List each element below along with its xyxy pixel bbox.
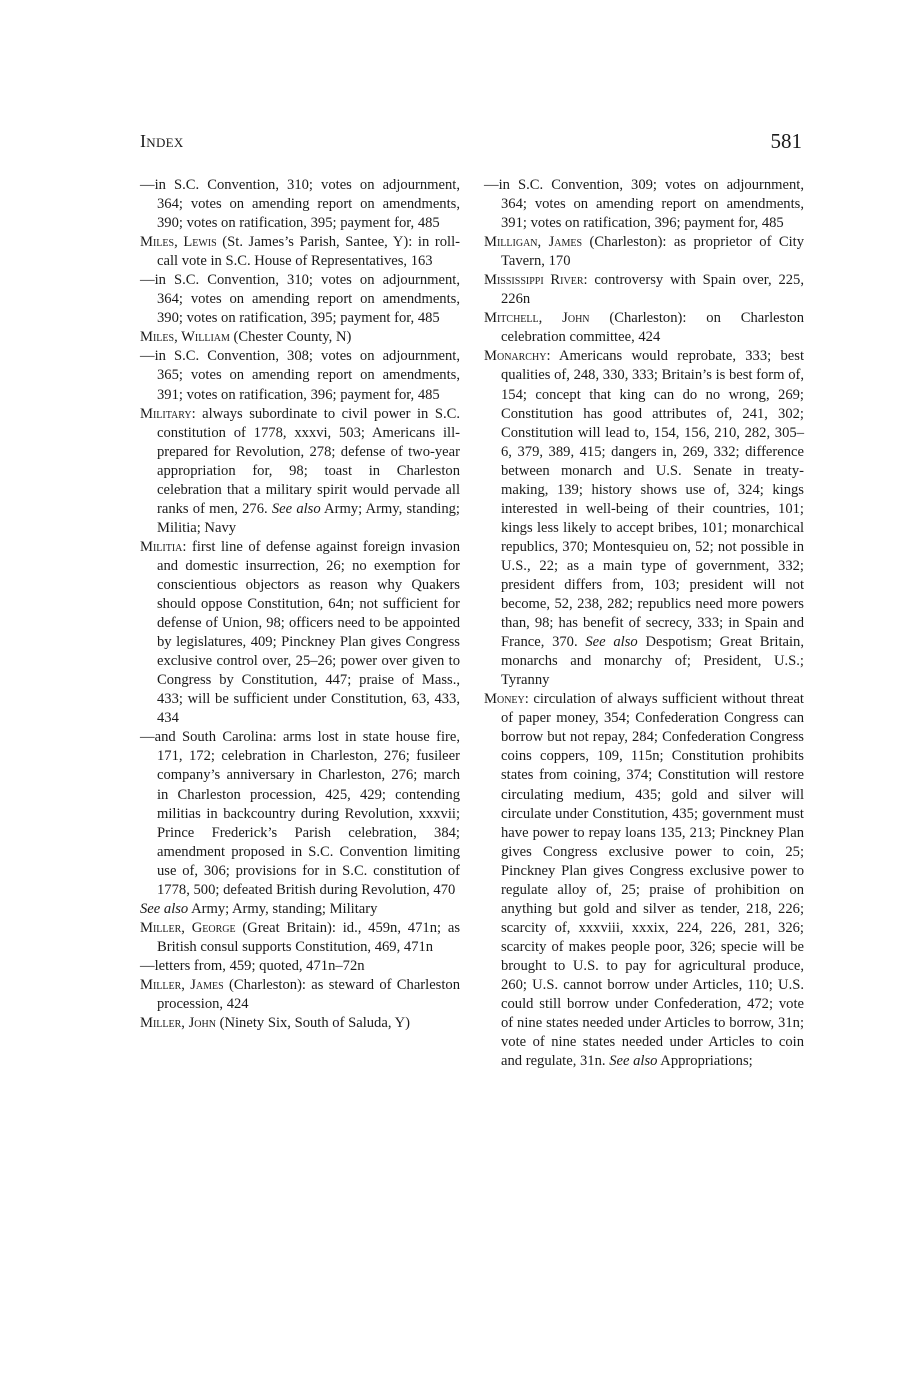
- index-entry: [140, 405, 460, 538]
- index-heading: Mitchell, John: [484, 310, 590, 327]
- index-entry-text: : circulation of always sufficient without threat of paper money, 354; Confederation Congress can borrow but not repay, 284; Confederation Congress coins coppers, 109, 115n; Constitution prohibits states from coining, 374; Constitution will restore circulating medium, 435; gold and silver will circulate under Constitution, 435; government must have power to repay loans 135, 213; Pinckney Plan gives Congress exclusive power to coin, 25; Pinckney Plan gives Congress exclusive power to regulate alloy of, 25; praise of prohibition on anything but gold and silver as tender, 218, 226; scarcity of, xxxviii, xxxix, 224, 226, 281, 326; scarcity of makes people poor, 326; specie will be brought to U.S. to pay for agricultural produce, 260; U.S. cannot borrow under Articles, 110; U.S. could still borrow under Confederation, 472; vote of nine states needed under Articles to borrow, 31n; vote of nine states needed under Articles to coin and regulate, 31n.: [501, 691, 804, 1070]
- see-also-targets: Army; Army, standing; Militia; Navy: [157, 500, 460, 536]
- index-heading: Miles, William: [140, 329, 230, 346]
- see-also-label: See also: [140, 900, 189, 917]
- index-heading: Miller, John: [140, 1015, 216, 1032]
- index-entry: [140, 728, 460, 899]
- see-also-targets: Appropriations;: [657, 1053, 753, 1070]
- index-entry-text: (Charleston): as proprietor of City Tavern, 170: [501, 234, 804, 270]
- index-entry: [140, 976, 460, 1014]
- index-entry: [484, 690, 804, 1071]
- index-entry: [140, 957, 460, 976]
- index-heading: Milligan, James: [484, 234, 583, 251]
- index-entry: [140, 900, 460, 919]
- index-entry-text: : first line of defense against foreign invasion and domestic insurrection, 26; no exemption for conscientious objectors as reason why Quakers should oppose Constitution, 64n; not sufficient for defense of Union, 98; officers need to be appointed by legislatures, 409; Pinckney Plan gives Congress exclusive control over, 25–26; power over given to Congress by Constitution, 447; praise of Mass., 433; will be sufficient under Constitution, 63, 433, 434: [157, 538, 460, 727]
- index-entry: [140, 347, 460, 404]
- index-heading: Mississippi River: [484, 272, 584, 289]
- index-entry-text: —and South Carolina: arms lost in state house fire, 171, 172; celebration in Charleston, 276; fusileer company’s anniversary in Charleston, 276; march in Charleston procession, 425, 429; contending militias in backcountry during Revolution, xxxvii; Prince Frederick’s Parish celebration, 384; amendment proposed in S.C. Convention limiting use of, 306; provisions for in S.C. constitution of 1778, 500; defeated British during Revolution, 470: [140, 729, 460, 898]
- index-entry: [140, 271, 460, 328]
- index-entry: [140, 1014, 460, 1033]
- index-entry-text: : always subordinate to civil power in S.C. constitution of 1778, xxxvi, 503; Americans ill-prepared for Revolution, 278; defense of two-year appropriation for, 98; toast in Charleston celebration that a military spirit would pervade all ranks of men, 276.: [157, 405, 460, 517]
- index-entry: [140, 538, 460, 728]
- index-entry: [140, 233, 460, 271]
- index-entry-text: (Charleston): on Charleston celebration committee, 424: [501, 310, 804, 346]
- index-heading: Monarchy: [484, 348, 547, 365]
- index-entry: [484, 176, 804, 233]
- index-entry: [484, 309, 804, 347]
- index-entry-text: —in S.C. Convention, 310; votes on adjournment, 364; votes on amending report on amendments, 390; votes on ratification, 395; payment for, 485: [140, 177, 460, 232]
- index-heading: Military: [140, 405, 192, 422]
- see-also-targets: Despotism; Great Britain, monarchs and monarchy of; President, U.S.; Tyranny: [501, 634, 804, 689]
- index-entry-text: (St. James’s Parish, Santee, Y): in roll-call vote in S.C. House of Representatives, 163: [157, 234, 461, 270]
- see-also-label: See also: [271, 500, 321, 517]
- index-entry-text: —in S.C. Convention, 309; votes on adjournment, 364; votes on amending report on amendments, 391; votes on ratification, 396; payment for, 485: [484, 177, 804, 232]
- see-also-label: See also: [609, 1053, 658, 1070]
- running-head: [140, 131, 802, 155]
- index-entry-text: : Americans would reprobate, 333; best qualities of, 248, 330, 333; Britain’s is best form of, 154; concept that king can do no wrong, 269; Constitution has good attributes of, 241, 302; Constitution will lead to, 154, 156, 210, 282, 305–6, 379, 389, 415; dangers in, 269, 332; difference between monarch and U.S. Senate in treaty-making, 139; history shows use of, 324; kings interested in well-being of their countries, 101; kings less likely to accept bribes, 101; monarchical republics, 370; Montesquieu on, 52; not possible in U.S., 22; as a main type of government, 332; president differs from, 103; president will not become, 52, 238, 282; republics need more powers than, 98; has benefit of secrecy, 333; in Spain and France, 370.: [501, 348, 804, 651]
- index-column-right: [484, 176, 804, 1071]
- index-heading: Militia: [140, 538, 183, 555]
- index-entry-text: (Chester County, N): [229, 329, 352, 346]
- index-heading: Miller, George: [140, 919, 236, 936]
- index-entry: [140, 328, 460, 347]
- index-heading: Miles, Lewis: [140, 234, 217, 251]
- index-heading: Money: [484, 691, 525, 708]
- index-column-left: [140, 176, 460, 1033]
- index-entry-text: (Ninety Six, South of Saluda, Y): [215, 1015, 410, 1032]
- page-number: 581: [770, 129, 802, 153]
- index-entry: [140, 919, 460, 957]
- index-entry: [484, 271, 804, 309]
- index-entry-text: : controversy with Spain over, 225, 226n: [501, 272, 804, 308]
- index-entry: [484, 347, 804, 690]
- index-entry: [484, 233, 804, 271]
- see-also-label: See also: [585, 634, 638, 651]
- index-entry: [140, 176, 460, 233]
- index-entry-text: —in S.C. Convention, 310; votes on adjournment, 364; votes on amending report on amendments, 390; votes on ratification, 395; payment for, 485: [140, 272, 460, 327]
- index-entry-text: —letters from, 459; quoted, 471n–72n: [140, 957, 365, 974]
- see-also-targets: Army; Army, standing; Military: [188, 900, 378, 917]
- index-entry-text: (Charleston): as steward of Charleston procession, 424: [157, 976, 461, 1013]
- running-head-title: Index: [140, 131, 184, 151]
- index-heading: Miller, James: [140, 976, 224, 993]
- index-entry-text: (Great Britain): id., 459n, 471n; as British consul supports Constitution, 469, 471n: [157, 919, 460, 955]
- index-entry-text: —in S.C. Convention, 308; votes on adjournment, 365; votes on amending report on amendments, 391; votes on ratification, 396; payment for, 485: [140, 348, 460, 403]
